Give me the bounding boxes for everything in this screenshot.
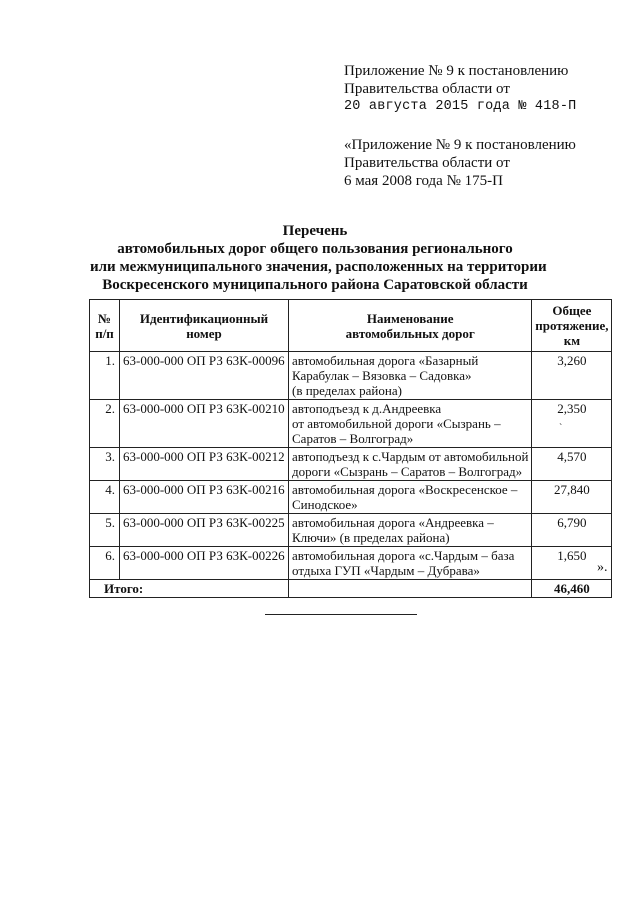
header-date-line: 20 августа 2015 года № 418-П <box>344 99 577 114</box>
road-name-line: автомобильная дорога «Андреевка – <box>292 515 494 530</box>
row-number: 4. <box>90 481 120 514</box>
road-length: 27,840 <box>532 481 612 514</box>
closing-quote: ». <box>597 560 608 575</box>
header-original-line: 6 мая 2008 года № 175-П <box>344 173 503 189</box>
bottom-rule <box>265 614 417 615</box>
header-line: Правительства области от <box>344 81 510 97</box>
header-block <box>344 62 576 116</box>
table-body <box>90 352 612 580</box>
road-name-line: от автомобильной дороги «Сызрань – <box>292 416 501 431</box>
road-name-line: дороги «Сызрань – Саратов – Волгоград» <box>292 464 523 479</box>
table-row <box>90 514 612 547</box>
road-name-line: Ключи» (в пределах района) <box>292 530 450 545</box>
road-name-line: автомобильная дорога «Воскресенское – <box>292 482 518 497</box>
row-number: 5. <box>90 514 120 547</box>
road-length: 2,350 <box>532 400 612 448</box>
title-line: автомобильных дорог общего пользования регионального <box>117 241 513 257</box>
table-header-row <box>90 300 612 352</box>
col-header-id: Идентификационный номер <box>120 300 289 352</box>
road-id: 63-000-000 ОП РЗ 63К-00225 <box>120 514 289 547</box>
road-name <box>289 481 532 514</box>
title-line: или межмуниципального значения, расположенных на территории <box>90 259 547 275</box>
road-name-line: автомобильная дорога «с.Чардым – база <box>292 548 515 563</box>
col-header-name: Наименование автомобильных дорог <box>289 300 532 352</box>
document-title <box>90 222 547 294</box>
road-name-line: Синодское» <box>292 497 358 512</box>
road-name <box>289 400 532 448</box>
header-original-line: «Приложение № 9 к постановлению <box>344 137 576 153</box>
scan-mark: ˋ <box>559 423 563 434</box>
row-number: 2. <box>90 400 120 448</box>
road-id: 63-000-000 ОП РЗ 63К-00096 <box>120 352 289 400</box>
row-number: 1. <box>90 352 120 400</box>
total-row <box>90 580 612 598</box>
row-number: 3. <box>90 448 120 481</box>
road-length: 6,790 <box>532 514 612 547</box>
road-name-line: Саратов – Волгоград» <box>292 431 414 446</box>
road-id: 63-000-000 ОП РЗ 63К-00226 <box>120 547 289 580</box>
header-original-block <box>344 136 576 190</box>
total-value: 46,460 <box>532 580 612 598</box>
title-line: Перечень <box>282 223 348 239</box>
title-line: Воскресенского муниципального района Саратовской области <box>102 277 528 293</box>
header-original-line: Правительства области от <box>344 155 510 171</box>
road-length: 4,570 <box>532 448 612 481</box>
road-name <box>289 547 532 580</box>
road-name <box>289 352 532 400</box>
total-label: Итого: <box>90 580 289 598</box>
table-row <box>90 352 612 400</box>
road-id: 63-000-000 ОП РЗ 63К-00216 <box>120 481 289 514</box>
road-name-line: автомобильная дорога «Базарный <box>292 353 479 368</box>
table-row <box>90 400 612 448</box>
road-name <box>289 514 532 547</box>
total-empty-cell <box>289 580 532 598</box>
road-name-line: Карабулак – Вязовка – Садовка» <box>292 368 472 383</box>
road-length: 1,650 <box>532 547 612 580</box>
col-header-length: Общее протяжение, км <box>532 300 612 352</box>
road-id: 63-000-000 ОП РЗ 63К-00212 <box>120 448 289 481</box>
row-number: 6. <box>90 547 120 580</box>
header-line: Приложение № 9 к постановлению <box>344 63 569 79</box>
table-row <box>90 448 612 481</box>
table-row <box>90 481 612 514</box>
road-name-line: автоподъезд к с.Чардым от автомобильной <box>292 449 529 464</box>
roads-table <box>89 299 612 598</box>
road-name <box>289 448 532 481</box>
road-name-line: автоподъезд к д.Андреевка <box>292 401 442 416</box>
road-length: 3,260 <box>532 352 612 400</box>
table-row <box>90 547 612 580</box>
road-id: 63-000-000 ОП РЗ 63К-00210 <box>120 400 289 448</box>
road-name-line: (в пределах района) <box>292 383 402 398</box>
col-header-num: № п/п <box>90 300 120 352</box>
road-name-line: отдыха ГУП «Чардым – Дубрава» <box>292 563 480 578</box>
